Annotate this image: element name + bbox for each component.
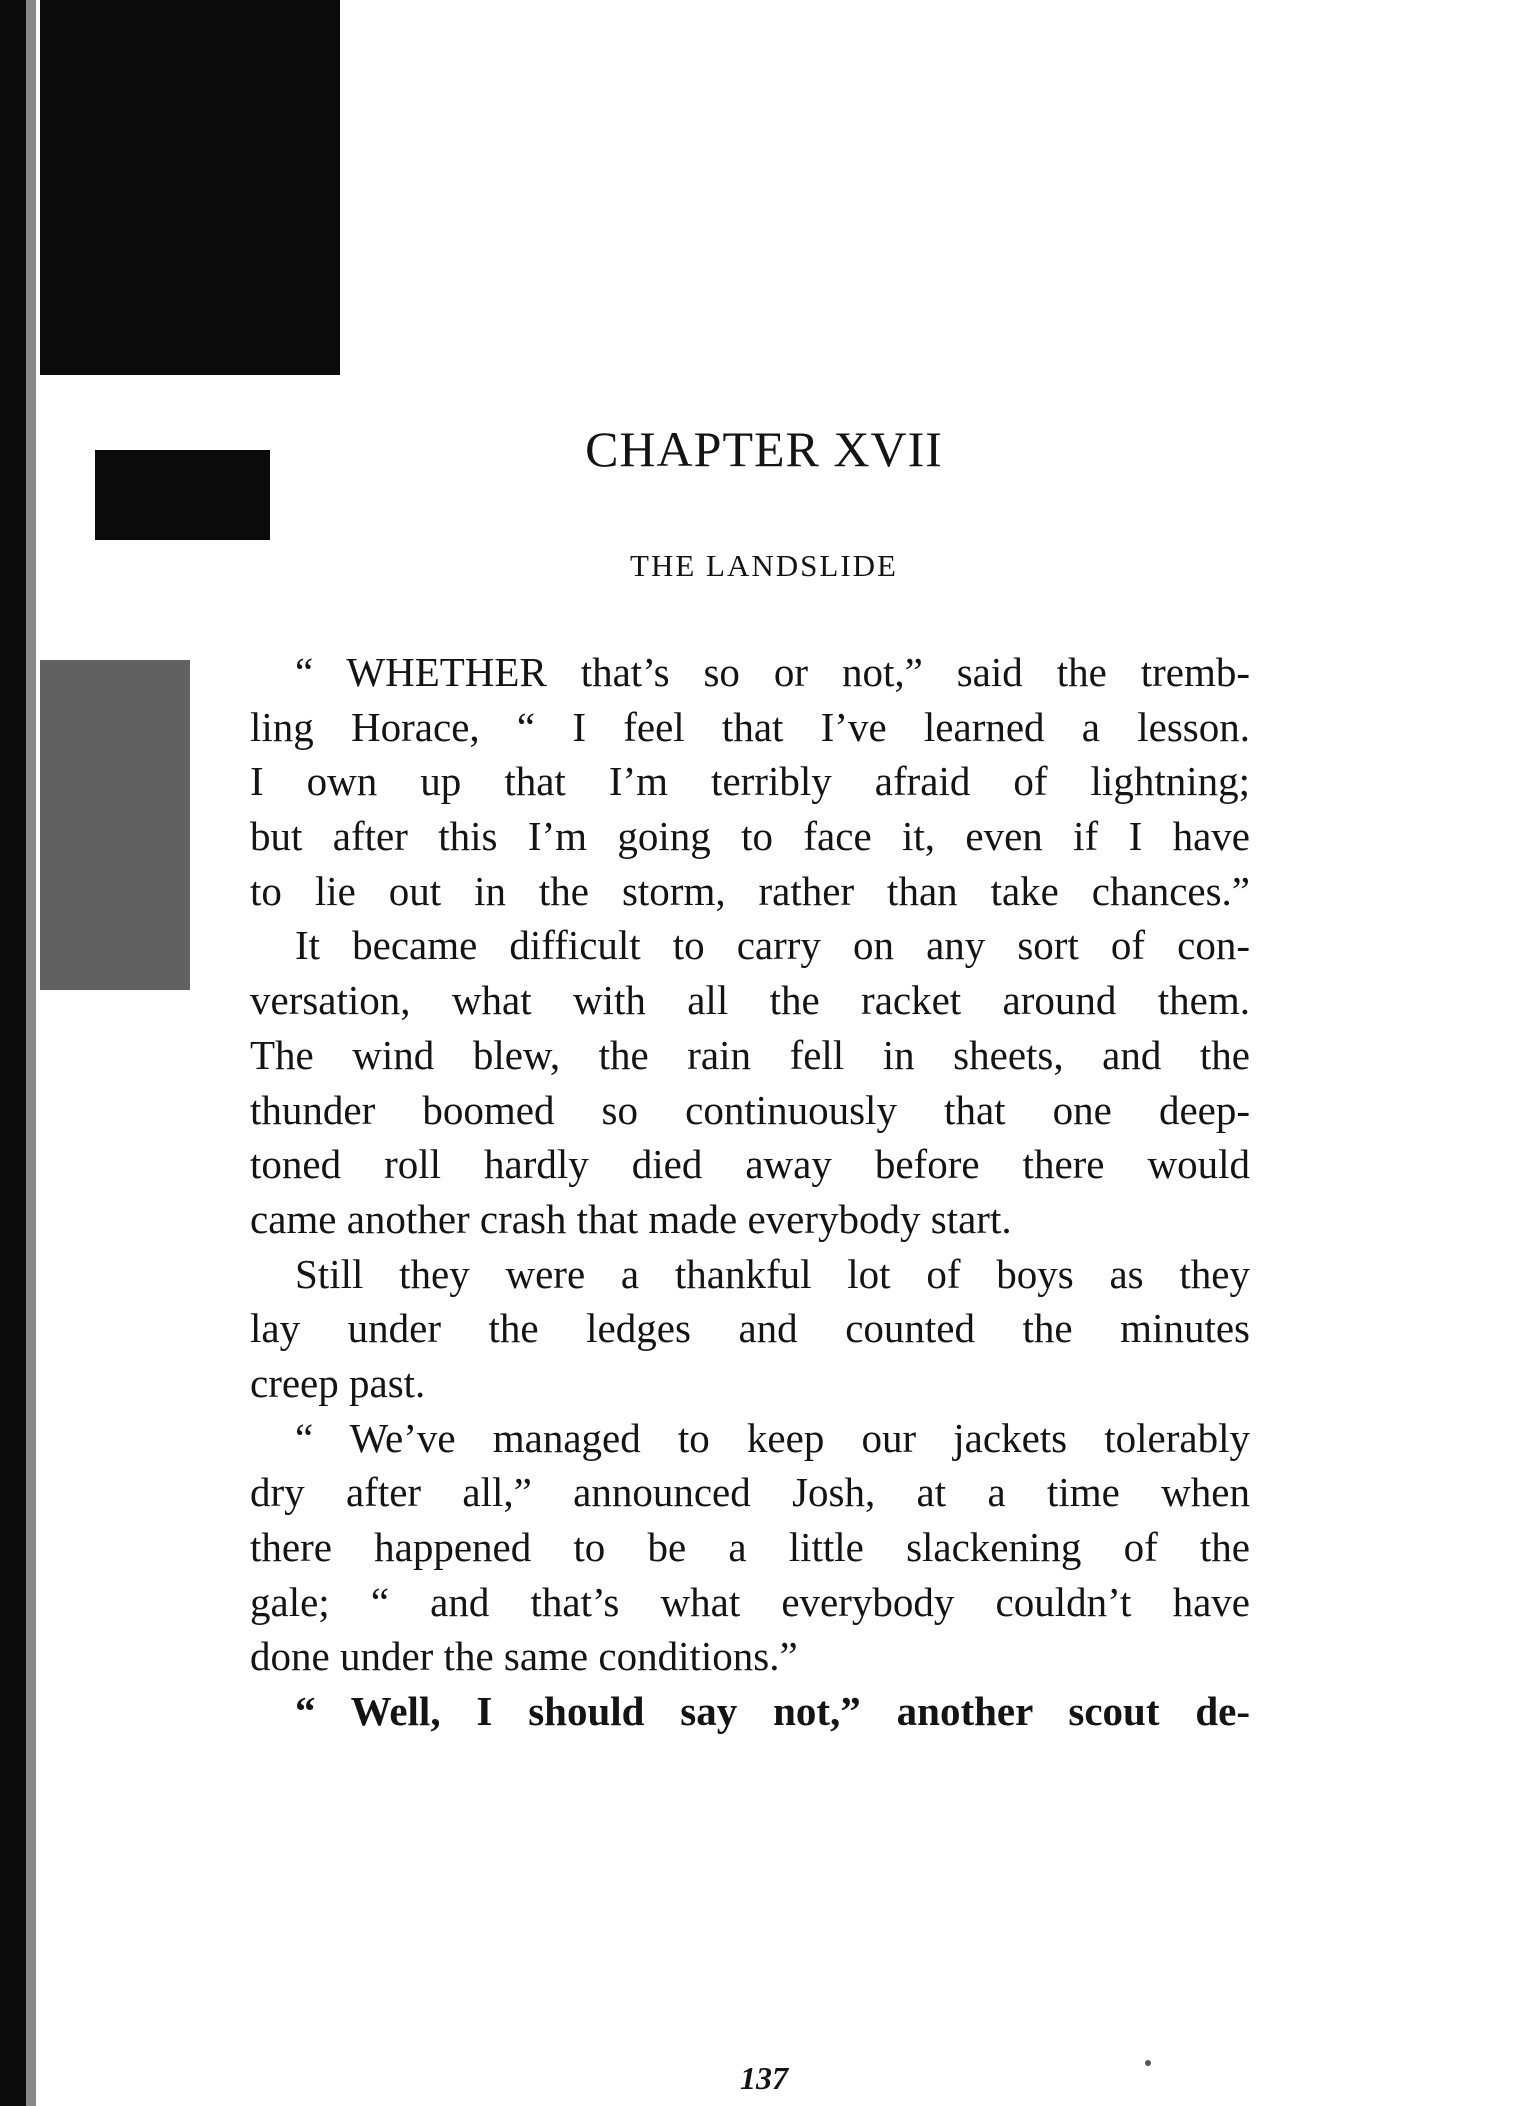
text-line: creep past. (250, 1359, 426, 1406)
text-line: Still they were a thankful lot of boys as they (295, 1250, 1250, 1297)
text-line: “ We’ve managed to keep our jackets tolerably (295, 1414, 1250, 1461)
text-line: toned roll hardly died away before there would (250, 1141, 1250, 1188)
text-line: but after this I’m going to face it, even if I have (250, 813, 1250, 860)
text-line: done under the same conditions.” (250, 1633, 798, 1680)
text-line: “ Well, I should say not,” another scout de- (295, 1688, 1250, 1735)
text-line: gale; “ and that’s what everybody couldn’t have (250, 1578, 1250, 1625)
body-text (250, 645, 1250, 1739)
text-line: dry after all,” announced Josh, at a time when (250, 1469, 1250, 1516)
text-line: ling Horace, “ I feel that I’ve learned a lesson. (250, 703, 1250, 750)
text-line: “ WHETHER that’s so or not,” said the tremb- (295, 649, 1250, 695)
page-number: 137 (740, 2060, 788, 2096)
text-line: versation, what with all the racket around them. (250, 977, 1250, 1024)
scan-edge-shadow (26, 0, 36, 2106)
chapter-title: CHAPTER XVII (585, 421, 943, 477)
text-line: lay under the ledges and counted the minutes (250, 1305, 1250, 1352)
scan-artifact-lower (40, 660, 190, 990)
text-line: thunder boomed so continuously that one deep- (250, 1086, 1250, 1133)
text-line: I own up that I’m terribly afraid of lightning; (250, 758, 1250, 805)
scan-edge-bar (0, 0, 26, 2106)
text-line: came another crash that made everybody start. (250, 1195, 1012, 1242)
scan-artifact-top (40, 0, 340, 375)
text-line: The wind blew, the rain fell in sheets, and the (250, 1031, 1250, 1078)
text-line: there happened to be a little slackening of the (250, 1524, 1250, 1570)
text-line: to lie out in the storm, rather than take chances.” (250, 867, 1250, 914)
chapter-subtitle: THE LANDSLIDE (630, 548, 898, 583)
text-line: It became difficult to carry on any sort of con- (295, 922, 1250, 969)
